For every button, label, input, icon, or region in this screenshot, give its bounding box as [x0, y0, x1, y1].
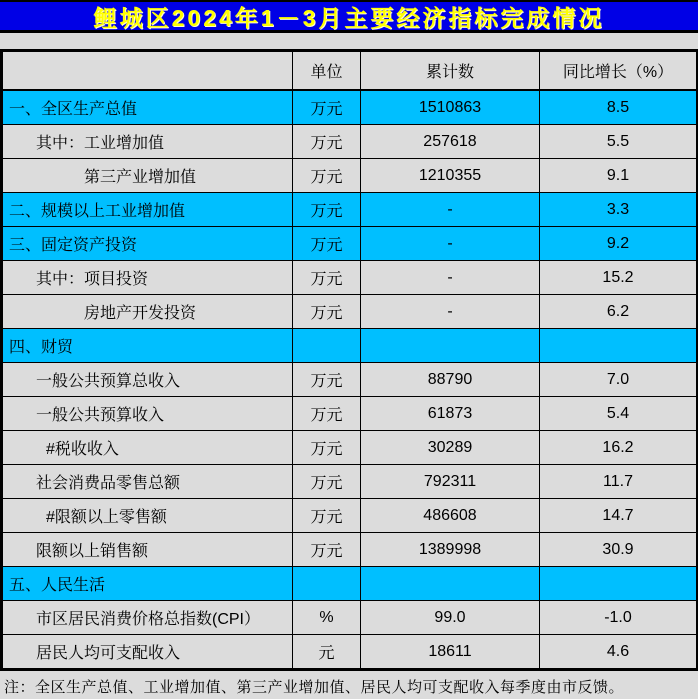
row-label: 限额以上销售额	[2, 533, 293, 567]
table-row	[2, 295, 698, 329]
table-row	[2, 125, 698, 159]
row-value: 257618	[361, 125, 540, 159]
page-title: 鲤城区2024年1－3月主要经济指标完成情况	[93, 4, 605, 31]
row-value: 486608	[361, 499, 540, 533]
row-growth: 9.1	[540, 159, 698, 193]
row-value: 1510863	[361, 90, 540, 125]
row-label: #税收收入	[2, 431, 293, 465]
row-value: 18611	[361, 635, 540, 670]
table-row	[2, 227, 698, 261]
row-unit: 万元	[293, 295, 361, 329]
row-growth: 11.7	[540, 465, 698, 499]
row-label: 一、全区生产总值	[2, 90, 293, 125]
table-row	[2, 567, 698, 601]
row-value: 1210355	[361, 159, 540, 193]
row-unit: %	[293, 601, 361, 635]
row-unit: 万元	[293, 90, 361, 125]
table-row	[2, 635, 698, 670]
row-growth: 16.2	[540, 431, 698, 465]
table-row	[2, 499, 698, 533]
row-label: 二、规模以上工业增加值	[2, 193, 293, 227]
row-unit: 万元	[293, 499, 361, 533]
header-row	[2, 51, 698, 91]
column-header-growth: 同比增长（%）	[540, 51, 698, 91]
row-unit: 万元	[293, 193, 361, 227]
indicators-table	[0, 49, 698, 671]
row-label: 一般公共预算收入	[2, 397, 293, 431]
row-label: #限额以上零售额	[2, 499, 293, 533]
row-growth: 7.0	[540, 363, 698, 397]
row-unit: 万元	[293, 465, 361, 499]
row-growth: 30.9	[540, 533, 698, 567]
row-label: 居民人均可支配收入	[2, 635, 293, 670]
row-growth: 5.4	[540, 397, 698, 431]
column-header-total: 累计数	[361, 51, 540, 91]
table-row	[2, 533, 698, 567]
row-label: 五、人民生活	[2, 567, 293, 601]
row-value: 61873	[361, 397, 540, 431]
row-unit: 万元	[293, 261, 361, 295]
row-growth	[540, 329, 698, 363]
column-header-indicator	[2, 51, 293, 91]
row-value	[361, 329, 540, 363]
row-label: 一般公共预算总收入	[2, 363, 293, 397]
row-unit: 万元	[293, 159, 361, 193]
row-label: 三、固定资产投资	[2, 227, 293, 261]
row-growth: 5.5	[540, 125, 698, 159]
table-row	[2, 397, 698, 431]
table-row	[2, 363, 698, 397]
column-header-unit: 单位	[293, 51, 361, 91]
row-growth	[540, 567, 698, 601]
row-growth: 8.5	[540, 90, 698, 125]
row-label: 四、财贸	[2, 329, 293, 363]
table-row	[2, 431, 698, 465]
row-unit	[293, 329, 361, 363]
row-label: 房地产开发投资	[2, 295, 293, 329]
row-value: 1389998	[361, 533, 540, 567]
row-value	[361, 567, 540, 601]
row-growth: 14.7	[540, 499, 698, 533]
row-label: 其中：工业增加值	[2, 125, 293, 159]
row-value: 792311	[361, 465, 540, 499]
row-growth: -1.0	[540, 601, 698, 635]
row-unit: 万元	[293, 125, 361, 159]
title-bar	[0, 0, 698, 33]
footnote: 注：全区生产总值、工业增加值、第三产业增加值、居民人均可支配收入每季度由市反馈。	[4, 679, 625, 696]
row-growth: 4.6	[540, 635, 698, 670]
row-growth: 9.2	[540, 227, 698, 261]
table-row	[2, 193, 698, 227]
row-unit: 万元	[293, 431, 361, 465]
row-label: 市区居民消费价格总指数(CPI）	[2, 601, 293, 635]
row-unit: 万元	[293, 533, 361, 567]
table-row	[2, 159, 698, 193]
table-row	[2, 261, 698, 295]
row-growth: 3.3	[540, 193, 698, 227]
row-label: 其中：项目投资	[2, 261, 293, 295]
table-row	[2, 329, 698, 363]
row-value: -	[361, 193, 540, 227]
table-row	[2, 465, 698, 499]
table-row	[2, 90, 698, 125]
row-value: -	[361, 227, 540, 261]
row-label: 第三产业增加值	[2, 159, 293, 193]
row-unit	[293, 567, 361, 601]
row-unit: 万元	[293, 227, 361, 261]
table-row	[2, 601, 698, 635]
row-value: 30289	[361, 431, 540, 465]
row-label: 社会消费品零售总额	[2, 465, 293, 499]
row-value: 88790	[361, 363, 540, 397]
row-growth: 6.2	[540, 295, 698, 329]
row-value: -	[361, 295, 540, 329]
row-value: -	[361, 261, 540, 295]
row-unit: 元	[293, 635, 361, 670]
row-growth: 15.2	[540, 261, 698, 295]
row-unit: 万元	[293, 397, 361, 431]
row-unit: 万元	[293, 363, 361, 397]
row-value: 99.0	[361, 601, 540, 635]
